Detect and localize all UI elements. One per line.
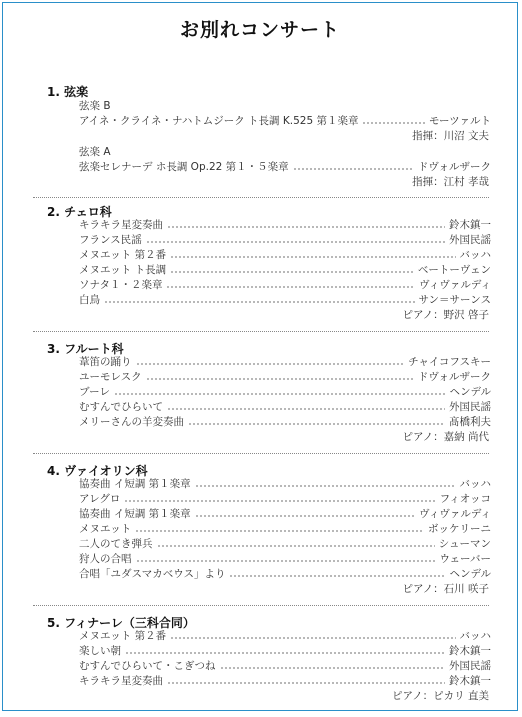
dot-leader [125,652,445,654]
composer-name: サン＝サーンス [418,294,491,306]
composer-name: ヴィヴァルディ [419,508,491,520]
piece-title: 二人のてき弾兵 [79,538,153,550]
program-row [79,537,491,552]
program-row [79,293,491,308]
program-row [79,370,491,385]
section-divider [33,453,489,454]
section-heading: 1. 弦楽 [47,85,89,99]
dot-leader [293,168,414,170]
dot-leader [362,122,424,124]
composer-name: バッハ [459,478,491,490]
composer-name: 鈴木鎮一 [449,675,491,687]
piece-title: むすんでひらいて・こぎつね [79,660,216,672]
composer-name: ボッケリーニ [428,523,491,535]
composer-name: チャイコフスキー [408,356,491,368]
composer-name: ベートーヴェン [417,264,491,276]
composer-name: 鈴木鎮一 [449,219,491,231]
piece-title: 白鳥 [79,294,100,306]
conductor-credit: 指揮：江村 孝哉 [412,176,489,188]
pianist-credit: ピアノ：石川 咲子 [402,583,489,595]
composer-name: ドヴォルザーク [417,161,491,173]
dot-leader [170,271,414,273]
composer-name: バッハ [459,249,491,261]
piece-title: メヌエット 第２番 [79,630,167,642]
program-row [79,659,491,674]
composer-name: ウェーバー [439,553,491,565]
dot-leader [229,575,445,577]
program-row [79,278,491,293]
composer-name: ドヴォルザーク [417,371,491,383]
composer-name: 髙橋利夫 [449,416,491,428]
section-heading: 4. ヴァイオリン科 [47,464,148,478]
piece-title: メヌエット [79,523,132,535]
composer-name: ヘンデル [449,568,491,580]
section-divider [33,605,489,606]
composer-name: 鈴木鎮一 [449,645,491,657]
composer-name: ヘンデル [449,386,491,398]
piece-title: キラキラ星変奏曲 [79,219,163,231]
program-row [79,477,491,492]
program-row [79,492,491,507]
program-row [79,233,491,248]
piece-title: フランス民謡 [79,234,142,246]
dot-leader [170,637,455,639]
program-row [79,400,491,415]
piece-title: 協奏曲 イ短調 第１楽章 [79,508,191,520]
piece-title: ソナタ１・２楽章 [79,279,163,291]
composer-name: バッハ [459,630,491,642]
composer-name: フィオッコ [439,493,491,505]
piece-title: キラキラ星変奏曲 [79,675,163,687]
composer-name: 外国民謡 [449,234,491,246]
dot-leader [195,485,456,487]
program-row [79,644,491,659]
section-divider [33,197,489,198]
piece-title: 協奏曲 イ短調 第１楽章 [79,478,191,490]
piece-title: メヌエット ト長調 [79,264,167,276]
program-row [79,263,491,278]
dot-leader [124,500,435,502]
piece-title: 楽しい朝 [79,645,121,657]
dot-leader [166,286,415,288]
dot-leader [135,530,424,532]
pianist-credit: ピアノ：野沢 啓子 [402,309,489,321]
dot-leader [136,560,436,562]
program-row [79,674,491,689]
composer-name: 外国民謡 [449,660,491,672]
program-row [79,160,491,175]
piece-title: 葦笛の踊り [79,356,132,368]
piece-title: アイネ・クライネ・ナハトムジーク ト長調 K.525 第１楽章 [79,115,359,127]
piece-title: メヌエット 第２番 [79,249,167,261]
piece-title: ユーモレスク [79,371,142,383]
composer-name: ヴィヴァルディ [419,279,491,291]
subgroup-label: 弦楽 B [79,100,111,112]
pianist-credit: ピアノ：嘉納 尚代 [402,431,489,443]
piece-title: メリーさんの羊変奏曲 [79,416,184,428]
piece-title: 狩人の合唱 [79,553,132,565]
program-row [79,385,491,400]
dot-leader [146,241,445,243]
program-row [79,629,491,644]
piece-title: ブーレ [79,386,110,398]
program-row [79,567,491,582]
pianist-credit: ピアノ：ピカリ 直美 [392,690,489,702]
piece-title: 弦楽セレナーデ ホ長調 Op.22 第１・５楽章 [79,161,289,173]
dot-leader [136,363,405,365]
program-row [79,507,491,522]
dot-leader [104,301,415,303]
dot-leader [157,545,435,547]
dot-leader [167,682,445,684]
composer-name: モーツァルト [428,115,491,127]
composer-name: シューマン [438,538,491,550]
piece-title: 合唱「ユダスマカベウス」より [79,568,226,580]
subgroup-label: 弦楽 A [79,146,111,158]
program-row [79,415,491,430]
piece-title: アレグロ [79,493,121,505]
dot-leader [220,667,446,669]
program-row [79,355,491,370]
dot-leader [114,393,446,395]
program-row [79,522,491,537]
dot-leader [170,256,455,258]
program-row [79,248,491,263]
section-heading: 2. チェロ科 [47,205,112,219]
dot-leader [188,423,445,425]
section-heading: 5. フィナーレ（三科合同） [47,616,195,630]
program-page [2,2,518,711]
composer-name: 外国民謡 [449,401,491,413]
page-title: お別れコンサート [179,19,340,41]
dot-leader [167,226,445,228]
dot-leader [146,378,414,380]
dot-leader [167,408,445,410]
program-row [79,218,491,233]
piece-title: むすんでひらいて [79,401,163,413]
conductor-credit: 指揮：川沼 文夫 [412,130,489,142]
program-row [79,552,491,567]
section-heading: 3. フルート科 [47,342,124,356]
program-row [79,114,491,129]
dot-leader [195,515,415,517]
section-divider [33,331,489,332]
